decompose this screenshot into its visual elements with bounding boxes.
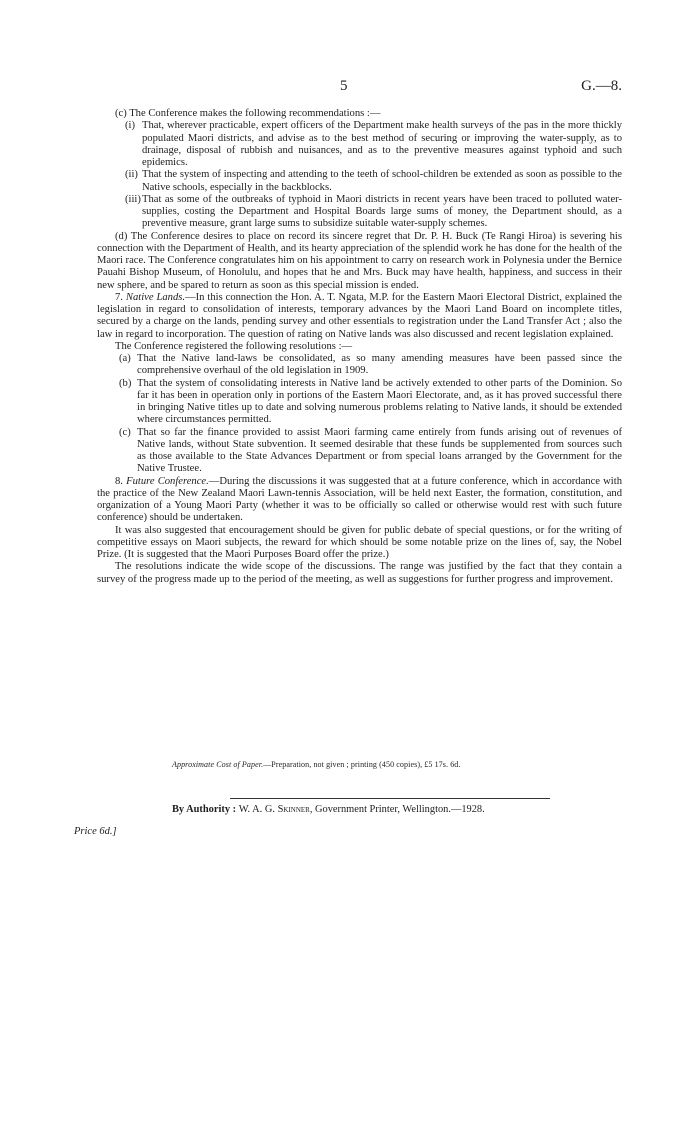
item-label: (a) — [119, 353, 131, 364]
footer-divider — [230, 798, 550, 799]
item-label: (c) — [119, 426, 131, 438]
document-reference: G.—8. — [581, 78, 622, 94]
printer-name: Skinner — [277, 804, 310, 815]
page-number: 5 — [340, 78, 348, 94]
section-text: —During the discussions it was suggested that at a future conference, which in accordance with the practice of the New Zealand Maori Lawn-tennis Association, will be held next Easter, the formation, constitution, and organization of a Young Maori Party (whether it was to be officially so called or otherwise would rest with such future conference) should be undertaken. — [97, 475, 622, 524]
printer-initials: W. A. G. — [238, 804, 275, 815]
section-7 — [97, 292, 622, 341]
resolution-item — [97, 378, 622, 427]
section-title: Native Lands. — [125, 291, 186, 303]
section-title: Future Conference. — [126, 475, 209, 487]
item-text: That, wherever practicable, expert officers of the Department make health surveys of the pas in the more thickly populated Maori districts, and advise as to the best method of securing or improving the water-supply, as to drainage, disposal of rubbish and nuisances, and as to the preventive measures against typhoid and such epidemics. — [142, 120, 622, 168]
item-label: (b) — [119, 377, 132, 389]
item-text: That so far the finance provided to assist Maori farming came entirely from funds arising out of revenues of Native lands, without State subvention. It seemed desirable that these funds be supplemented from sources such as those available to the State Advances Department or from special loans arranged by the Government for the Native Trustee. — [137, 426, 622, 475]
resolutions-intro: The Conference registered the following resolutions :— — [115, 340, 353, 352]
resolution-item — [97, 353, 622, 378]
cost-label: Approximate Cost of Paper. — [172, 760, 264, 769]
item-text: That the system of consolidating interests in Native land be actively extended to other parts of the Dominion. So far it has been in operation only in portions of the Eastern Maori Electorate, and, as it has proved successful there in bringing Native titles up to date and solving numerous problems relating to Native lands, it should be extended where circumstances permitted. — [137, 377, 622, 426]
section-8-paragraph: It was also suggested that encouragement should be given for public debate of special questions, or for the writing of competitive essays on Maori subjects, the reward for which should be some notable prize on the lines of, say, the Nobel Prize. (It is suggested that the Maori Purposes Board offer the prize.) — [97, 524, 622, 560]
item-text: That the system of inspecting and attending to the teeth of school-children be extended as soon as possible to the Native schools, especially in the backblocks. — [142, 169, 622, 193]
paragraph-d: (d) The Conference desires to place on record its sincere regret that Dr. P. H. Buck (Te Rangi Hiroa) is severing his connection with the Department of Health, and its hearty appreciation of the splendid work he has done for the health of the Maori race. The Conference congratulates him on his appointment to carry on research work in Polynesia under the Bernice Pauahi Bishop Museum, of Honolulu, and hopes that he and Mrs. Buck may have health, happiness, and success in their new sphere, and be spared to return as soon as this special mission is ended. — [97, 230, 622, 291]
cost-note — [172, 760, 461, 769]
authority-prefix: By Authority : — [172, 804, 237, 815]
item-label: (iii) — [125, 193, 141, 205]
document-body — [97, 108, 622, 586]
section-8-paragraph: The resolutions indicate the wide scope of the discussions. The range was justified by the fact that they contain a survey of the progress made up to the period of the meeting, as well as suggestions for further progress and improvement. — [97, 561, 622, 585]
price-label: Price 6d.] — [74, 826, 117, 837]
section-number: 8. — [115, 475, 123, 487]
item-text: That as some of the outbreaks of typhoid in Maori districts in recent years have been traced to polluted water-supplies, costing the Department and Hospital Boards large sums of money, the Department should, as a preventive measure, grant large sums to subsidize suitable water-supply schemes. — [142, 193, 622, 230]
cost-text: —Preparation, not given ; printing (450 copies), £5 17s. 6d. — [263, 760, 461, 769]
section-number: 7. — [115, 291, 123, 303]
authority-suffix: , Government Printer, Wellington.—1928. — [309, 804, 485, 815]
printer-imprint — [172, 804, 485, 815]
section-8 — [97, 476, 622, 525]
recommendation-item — [97, 120, 622, 169]
section-text: —In this connection the Hon. A. T. Ngata, M.P. for the Eastern Maori Electoral District, explained the legislation in regard to consolidation of interests, temporary advances by the Maori Land Board on incomplete titles, secured by a charge on the lands, pending survey and other essentials to registration under the Land Transfer Act ; also the law in regard to incorporation. The question of rating on Native lands was also discussed and recent legislation explained. — [97, 291, 623, 340]
recommendation-item — [97, 194, 622, 231]
item-label: (i) — [125, 120, 135, 132]
item-label: (ii) — [125, 169, 138, 181]
item-text: That the Native land-laws be consolidated, as so many amending measures have been passed since the comprehensive overhaul of the old legislation in 1909. — [137, 353, 622, 377]
resolution-item — [97, 427, 622, 476]
page-header — [0, 78, 700, 94]
recommendation-item — [97, 169, 622, 194]
paragraph-c-intro: (c) The Conference makes the following recommendations :— — [115, 108, 381, 119]
